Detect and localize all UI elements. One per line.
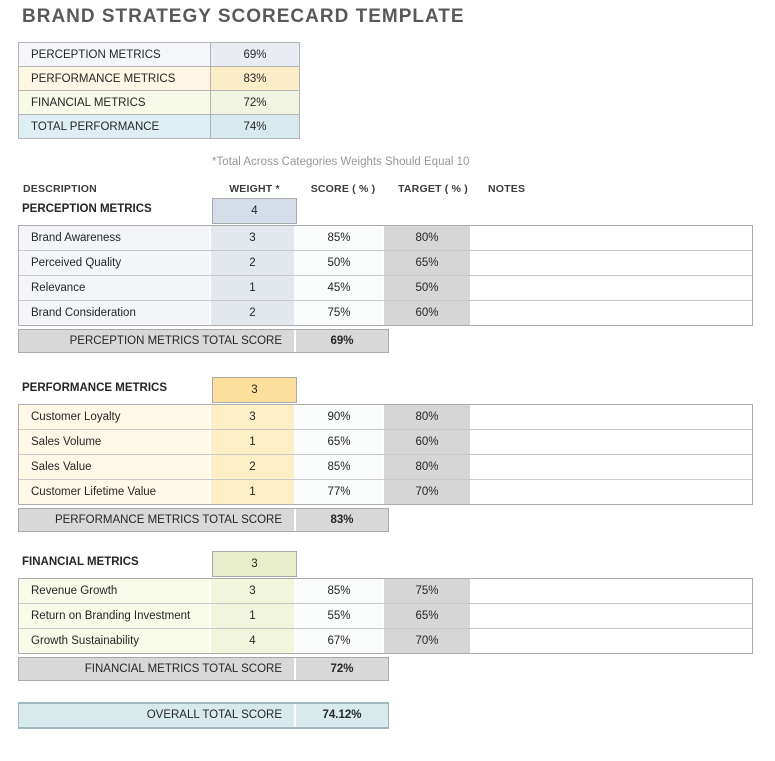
weights-note: *Total Across Categories Weights Should Equal 10 [212,156,470,168]
summary-value: 83% [211,67,300,91]
weight-cell[interactable]: 1 [211,430,296,454]
section-total-score[interactable]: 69% [330,335,354,347]
weight-cell[interactable]: 2 [211,455,296,479]
score-cell[interactable]: 65% [296,430,384,454]
description-cell: Return on Branding Investment [19,604,211,628]
notes-cell[interactable] [472,301,752,325]
description-cell: Revenue Growth [19,579,211,603]
column-header-target: TARGET ( % ) [398,183,468,195]
target-cell[interactable]: 65% [384,604,472,628]
notes-cell[interactable] [472,604,752,628]
target-cell[interactable]: 70% [384,629,472,653]
summary-row [19,91,300,115]
notes-cell[interactable] [472,430,752,454]
summary-label: PERCEPTION METRICS [19,43,211,67]
summary-label: FINANCIAL METRICS [19,91,211,115]
section-weight-cell[interactable]: 3 [212,551,297,577]
summary-label: PERFORMANCE METRICS [19,67,211,91]
section-weight-cell[interactable]: 3 [212,377,297,403]
column-header-weight: WEIGHT * [229,183,280,195]
score-cell[interactable]: 85% [296,455,384,479]
target-cell[interactable]: 80% [384,405,472,429]
description-cell: Brand Awareness [19,226,211,250]
summary-row [19,115,300,139]
target-cell[interactable]: 70% [384,480,472,504]
target-cell[interactable]: 80% [384,226,472,250]
section-data-table [18,225,753,326]
section-title: FINANCIAL METRICS [22,556,139,568]
description-cell: Perceived Quality [19,251,211,275]
table-row [19,430,752,455]
overall-total-value[interactable]: 74.12% [322,709,362,721]
page-title: BRAND STRATEGY SCORECARD TEMPLATE [22,6,465,27]
notes-cell[interactable] [472,276,752,300]
weight-cell[interactable]: 1 [211,604,296,628]
score-cell[interactable]: 50% [296,251,384,275]
table-row [19,251,752,276]
table-row [19,301,752,325]
weight-cell[interactable]: 1 [211,276,296,300]
notes-cell[interactable] [472,226,752,250]
notes-cell[interactable] [472,405,752,429]
summary-row [19,43,300,67]
target-cell[interactable]: 75% [384,579,472,603]
summary-label: TOTAL PERFORMANCE [19,115,211,139]
table-row [19,480,752,504]
table-row [19,579,752,604]
weight-cell[interactable]: 4 [211,629,296,653]
summary-value: 74% [211,115,300,139]
notes-cell[interactable] [472,455,752,479]
overall-total-label: OVERALL TOTAL SCORE [19,704,296,727]
notes-cell[interactable] [472,480,752,504]
notes-cell[interactable] [472,251,752,275]
description-cell: Customer Lifetime Value [19,480,211,504]
summary-table [18,42,300,139]
score-cell[interactable]: 90% [296,405,384,429]
score-cell[interactable]: 55% [296,604,384,628]
score-cell[interactable]: 85% [296,579,384,603]
section-weight-cell[interactable]: 4 [212,198,297,224]
table-row [19,455,752,480]
description-cell: Sales Value [19,455,211,479]
target-cell[interactable]: 60% [384,430,472,454]
target-cell[interactable]: 60% [384,301,472,325]
section-title: PERCEPTION METRICS [22,203,152,215]
description-cell: Growth Sustainability [19,629,211,653]
score-cell[interactable]: 45% [296,276,384,300]
weight-cell[interactable]: 2 [211,251,296,275]
weight-cell[interactable]: 3 [211,405,296,429]
section-total-score[interactable]: 72% [330,663,354,675]
weight-cell[interactable]: 3 [211,579,296,603]
column-header-description: DESCRIPTION [23,183,97,195]
table-row [19,276,752,301]
target-cell[interactable]: 50% [384,276,472,300]
section-title: PERFORMANCE METRICS [22,382,168,394]
table-row [19,629,752,653]
section-total-score[interactable]: 83% [330,514,354,526]
summary-row [19,67,300,91]
section-total-label: PERCEPTION METRICS TOTAL SCORE [19,330,296,352]
notes-cell[interactable] [472,579,752,603]
score-cell[interactable]: 77% [296,480,384,504]
summary-value: 69% [211,43,300,67]
weight-cell[interactable]: 3 [211,226,296,250]
summary-value: 72% [211,91,300,115]
description-cell: Customer Loyalty [19,405,211,429]
column-header-score: SCORE ( % ) [310,183,376,195]
score-cell[interactable]: 85% [296,226,384,250]
section-total-row [18,508,389,532]
column-header-notes: NOTES [488,183,526,195]
score-cell[interactable]: 75% [296,301,384,325]
target-cell[interactable]: 65% [384,251,472,275]
weight-cell[interactable]: 2 [211,301,296,325]
description-cell: Relevance [19,276,211,300]
weight-cell[interactable]: 1 [211,480,296,504]
table-row [19,405,752,430]
overall-total-row [18,702,389,729]
notes-cell[interactable] [472,629,752,653]
table-row [19,226,752,251]
description-cell: Brand Consideration [19,301,211,325]
section-data-table [18,404,753,505]
table-row [19,604,752,629]
section-data-table [18,578,753,654]
section-total-label: PERFORMANCE METRICS TOTAL SCORE [19,509,296,531]
score-cell[interactable]: 67% [296,629,384,653]
target-cell[interactable]: 80% [384,455,472,479]
section-total-row [18,329,389,353]
section-total-label: FINANCIAL METRICS TOTAL SCORE [19,658,296,680]
section-total-row [18,657,389,681]
description-cell: Sales Volume [19,430,211,454]
